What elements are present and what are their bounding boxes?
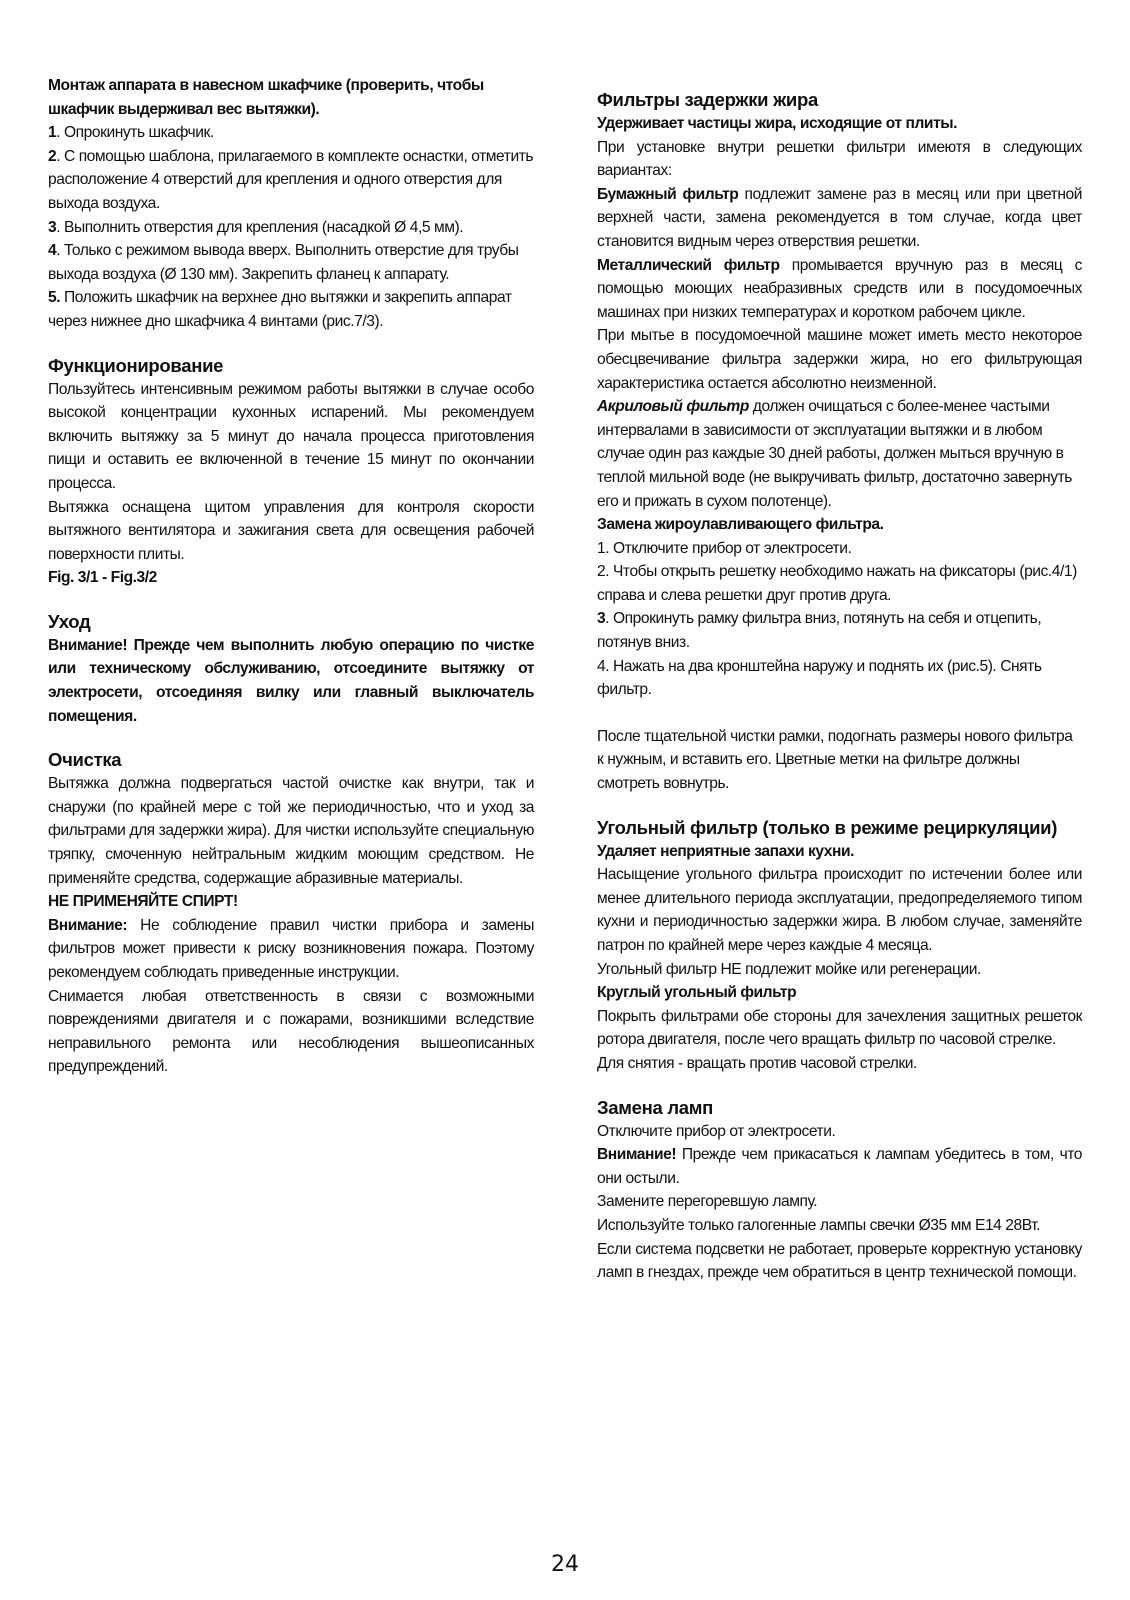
lamp-warning	[597, 1143, 1082, 1190]
warning-text: Не соблюдение правил чистки прибора и замены фильтров может привести к риску возникновения пожара. Поэтому рекомендуем соблюдать приведенные инструкции.	[48, 916, 534, 981]
paper-filter-paragraph	[597, 183, 1082, 254]
lamp-paragraph-1: Отключите прибор от электросети.	[597, 1122, 836, 1140]
page-number: 24	[551, 1552, 579, 1577]
warning-label: Внимание!	[597, 1146, 677, 1164]
replace-step-1: 1. Отключите прибор от электросети.	[597, 539, 852, 557]
care-warning: Внимание! Прежде чем выполнить любую операцию по чистке или техническому обслуживанию, отсоедините вытяжку от электросети, отсоединяя вилку или главный выключатель помещения.	[48, 636, 534, 725]
section-title-cleaning: Очистка	[48, 749, 122, 771]
operation-paragraph-2: Вытяжка оснащена щитом управления для контроля скорости вытяжного вентилятора и зажигания света для освещения рабочей поверхности плиты.	[48, 498, 534, 563]
step-number: 2	[48, 147, 57, 165]
metal-filter-text: промывается вручную раз в месяц с помощью моющих неабразивных средств или в посудомоечных машинах при низких температурах и коротком рабочем цикле.	[597, 256, 1082, 321]
lamp-paragraph-3: Замените перегоревшую лампу.	[597, 1193, 818, 1211]
lamp-paragraph-5: Если система подсветки не работает, проверьте корректную установку ламп в гнездах, прежде чем обратиться в центр технической помощи.	[597, 1240, 1082, 1282]
left-column	[48, 74, 534, 1079]
mount-step-5	[48, 286, 534, 333]
metal-filter-label: Металлический фильтр	[597, 256, 780, 274]
operation-paragraph-1: Пользуйтесь интенсивным режимом работы вытяжки в случае особо высокой концентрации кухонных испарений. Мы рекомендуем включить вытяжку за 5 минут до начала процесса приготовления пищи и оставить ее включенной в течение 15 минут по окончании процесса.	[48, 380, 534, 492]
section-title-care: Уход	[48, 610, 91, 632]
grease-intro: При установке внутри решетки фильтри имеютя в следующих вариантах:	[597, 138, 1082, 180]
cleaning-disclaimer: Снимается любая ответственность в связи с возможными повреждениями двигателя и с пожарами, возникшими вследствие неправильного ремонта или несоблюдения вышеописанных предупреждений.	[48, 987, 534, 1076]
carbon-subtitle: Удаляет неприятные запахи кухни.	[597, 842, 855, 860]
dishwasher-note: При мытье в посудомоечной машине может иметь место некоторое обесцвечивание фильтра задержки жира, но его фильтрующая характеристика остается абсолютно неизменной.	[597, 327, 1082, 392]
round-carbon-filter-title: Круглый угольный фильтр	[597, 984, 797, 1002]
mount-step-4	[48, 239, 534, 286]
round-filter-paragraph-1: Покрыть фильтрами обе стороны для зачехления защитных решеток ротора двигателя, после чего вращать фильтр по часовой стрелке.	[597, 1007, 1082, 1049]
acrylic-filter-text: должен очищаться с более-менее частыми интервалами в зависимости от эксплуатации вытяжки и в любом случае один раз каждые 30 дней работы, должен мыться вручную в теплой мильной воде (не выкручивать фильтр, достаточно завернуть его и прижать в сухом полотенце).	[597, 398, 1072, 510]
section-title-carbon-filter: Угольный фильтр (только в режиме рециркуляции)	[597, 816, 1058, 838]
acrylic-filter-label: Акриловый фильтр	[597, 398, 749, 416]
step-number: 5.	[48, 289, 61, 307]
replace-note: После тщательной чистки рамки, подогнать размеры нового фильтра к нужным, и вставить его. Цветные метки на фильтре должны смотреть вовнутрь.	[597, 727, 1073, 793]
replace-step-2: 2. Чтобы открыть решетку необходимо нажать на фиксаторы (рис.4/1) справа и слева решетки друг против друга.	[597, 563, 1077, 604]
warning-label: Внимание:	[48, 916, 128, 934]
mount-step-1	[48, 121, 534, 145]
section-title-operation: Функционирование	[48, 354, 224, 376]
lamp-paragraph-4: Используйте только галогенные лампы свечки Ø35 мм E14 28Вт.	[597, 1216, 1041, 1234]
replace-step-3	[597, 607, 1082, 654]
filter-replacement-title: Замена жироулавливающего фильтра.	[597, 516, 884, 534]
section-title-grease-filters: Фильтры задержки жира	[597, 89, 818, 110]
step-text: . Опрокинуть шкафчик.	[56, 124, 214, 142]
paper-filter-label: Бумажный фильтр	[597, 185, 739, 203]
replace-step-4: 4. Нажать на два кронштейна наружу и поднять их (рис.5). Снять фильтр.	[597, 657, 1042, 699]
metal-filter-paragraph	[597, 254, 1082, 325]
step-text: . Только с режимом вывода вверх. Выполнить отверстие для трубы выхода воздуха (Ø 130 мм). Закрепить фланец к аппарату.	[48, 242, 519, 283]
step-number: 3	[48, 218, 57, 236]
right-column	[597, 74, 1082, 1285]
step-number: 1	[48, 124, 57, 142]
step-number: 4	[48, 242, 57, 260]
step-text: . С помощью шаблона, прилагаемого в комплекте оснастки, отметить расположение 4 отверстий для крепления и одного отверстия для выхода воздуха.	[48, 147, 534, 212]
paper-filter-text: подлежит замене раз в месяц или при цветной верхней части, замена рекомендуется в том случае, когда цвет становится видным через отверствия решетки.	[597, 185, 1082, 250]
grease-subtitle: Удерживает частицы жира, исходящие от плиты.	[597, 115, 958, 132]
mount-step-3	[48, 216, 534, 240]
step-text: Положить шкафчик на верхнее дно вытяжки и закрепить аппарат через нижнее дно шкафчика 4 винтами (рис.7/3).	[48, 289, 512, 330]
figure-reference: Fig. 3/1 - Fig.3/2	[48, 569, 157, 587]
carbon-paragraph-1: Насыщение угольного фильтра происходит по истечении более или менее длительного периода эксплуатации, предопределяемого типом кухни и периодичностью задержки жира. В любом случае, заменяйте патрон по крайней мере через каждые 4 месяца.	[597, 866, 1082, 954]
warning-text: Прежде чем прикасаться к лампам убедитесь в том, что они остыли.	[597, 1146, 1082, 1187]
carbon-paragraph-2: Угольный фильтр НЕ подлежит мойке или регенерации.	[597, 960, 981, 978]
no-alcohol-warning: НЕ ПРИМЕНЯЙТЕ СПИРТ!	[48, 893, 238, 911]
spacer	[597, 702, 1082, 725]
cleaning-warning	[48, 914, 534, 985]
round-filter-paragraph-2: Для снятия - вращать против часовой стрелки.	[597, 1054, 917, 1072]
step-number: 3	[597, 610, 606, 628]
acrylic-filter-paragraph	[597, 395, 1082, 513]
step-text: . Выполнить отверстия для крепления (насадкой Ø 4,5 мм).	[56, 218, 464, 236]
section-title-lamp-replacement: Замена ламп	[597, 1096, 714, 1118]
cleaning-paragraph-1: Вытяжка должна подвергаться частой очистке как внутри, так и снаружи (по крайней мере с той же периодичностью, что и уход за фильтрами для задержки жира). Для чистки используйте специальную тряпку, смоченную нейтральным жидким моющим средством. Не применяйте средства, содержащие абразивные материалы.	[48, 775, 534, 887]
step-text: . Опрокинуть рамку фильтра вниз, потянуть на себя и отцепить, потянув вниз.	[597, 610, 1042, 652]
mounting-title: Монтаж аппарата в навесном шкафчике (проверить, чтобы шкафчик выдерживал вес вытяжки).	[48, 77, 484, 118]
mount-step-2	[48, 145, 534, 216]
